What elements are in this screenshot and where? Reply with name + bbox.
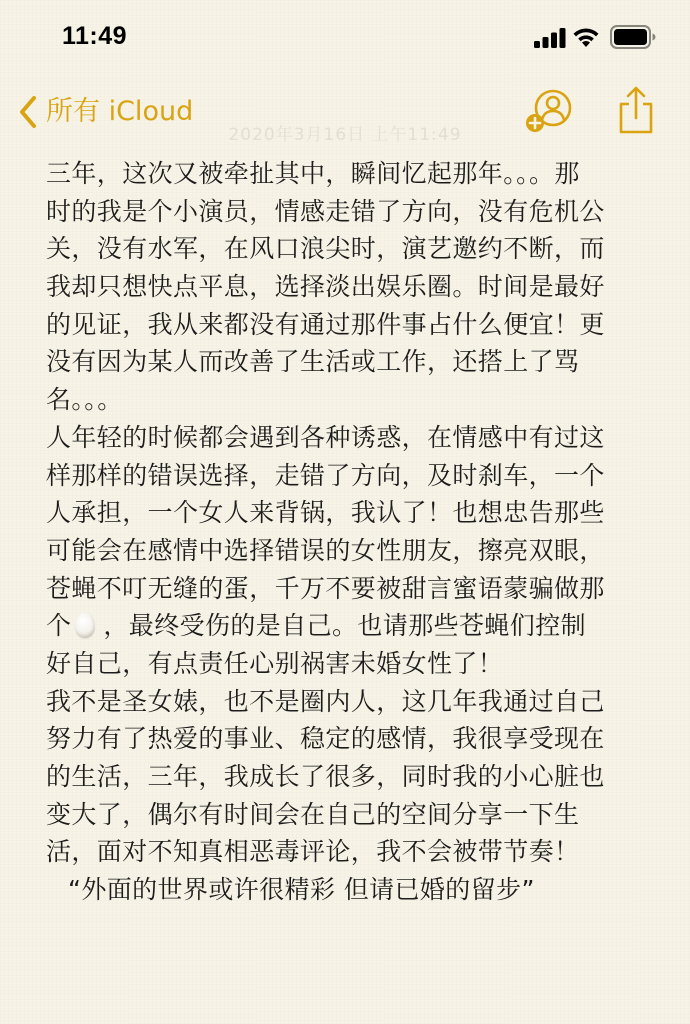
note-line: 时的我是个小演员，情感走错了方向，没有危机公 <box>46 196 605 226</box>
note-line: 变大了，偶尔有时间会在自己的空间分享一下生 <box>46 799 580 829</box>
battery-icon <box>610 25 656 49</box>
note-quote-line: “外面的世界或许很精彩 但请已婚的留步” <box>68 875 535 905</box>
cellular-signal-icon <box>534 28 566 48</box>
note-line: 努力有了热爱的事业、稳定的感情，我很享受现在 <box>46 724 605 754</box>
egg-line-before: 个 <box>46 611 72 641</box>
note-line-with-egg <box>46 607 650 645</box>
note-body[interactable] <box>46 155 650 909</box>
egg-emoji-icon <box>75 612 95 638</box>
note-line: 可能会在感情中选择错误的女性朋友，擦亮双眼， <box>46 535 605 565</box>
egg-line-after: ，最终受伤的是自己。也请那些苍蝇们控制 <box>103 611 587 641</box>
note-line: 没有因为某人而改善了生活或工作，还搭上了骂 <box>46 347 580 377</box>
note-line: 名。。。 <box>46 385 123 415</box>
note-line: 的见证，我从来都没有通过那件事占什么便宜！更 <box>46 309 605 339</box>
note-line: 关，没有水军，在风口浪尖时，演艺邀约不断，而 <box>46 234 605 264</box>
status-time: 11:49 <box>62 22 128 50</box>
wifi-icon <box>572 26 600 48</box>
note-line: 活，面对不知真相恶毒评论，我不会被带节奏！ <box>46 837 580 867</box>
note-line: 人年轻的时候都会遇到各种诱惑，在情感中有过这 <box>46 422 605 452</box>
status-bar <box>0 0 690 80</box>
note-line: 样那样的错误选择，走错了方向，及时刹车，一个 <box>46 460 605 490</box>
note-line: 我却只想快点平息，选择淡出娱乐圈。时间是最好 <box>46 272 605 302</box>
note-line: 好自己，有点责任心别祸害未婚女性了！ <box>46 648 504 678</box>
note-line: 我不是圣女婊，也不是圈内人，这几年我通过自己 <box>46 686 605 716</box>
note-line: 的生活，三年，我成长了很多，同时我的小心脏也 <box>46 762 605 791</box>
note-line: 苍蝇不叮无缝的蛋，千万不要被甜言蜜语蒙骗做那 <box>46 573 605 603</box>
note-line: 人承担，一个女人来背锅，我认了！也想忠告那些 <box>46 498 605 528</box>
back-label: 所有 iCloud <box>46 96 194 127</box>
note-date: 2020年3月16日 上午11:49 <box>228 125 462 145</box>
note-line: 三年，这次又被牵扯其中，瞬间忆起那年。。。那 <box>46 159 580 188</box>
